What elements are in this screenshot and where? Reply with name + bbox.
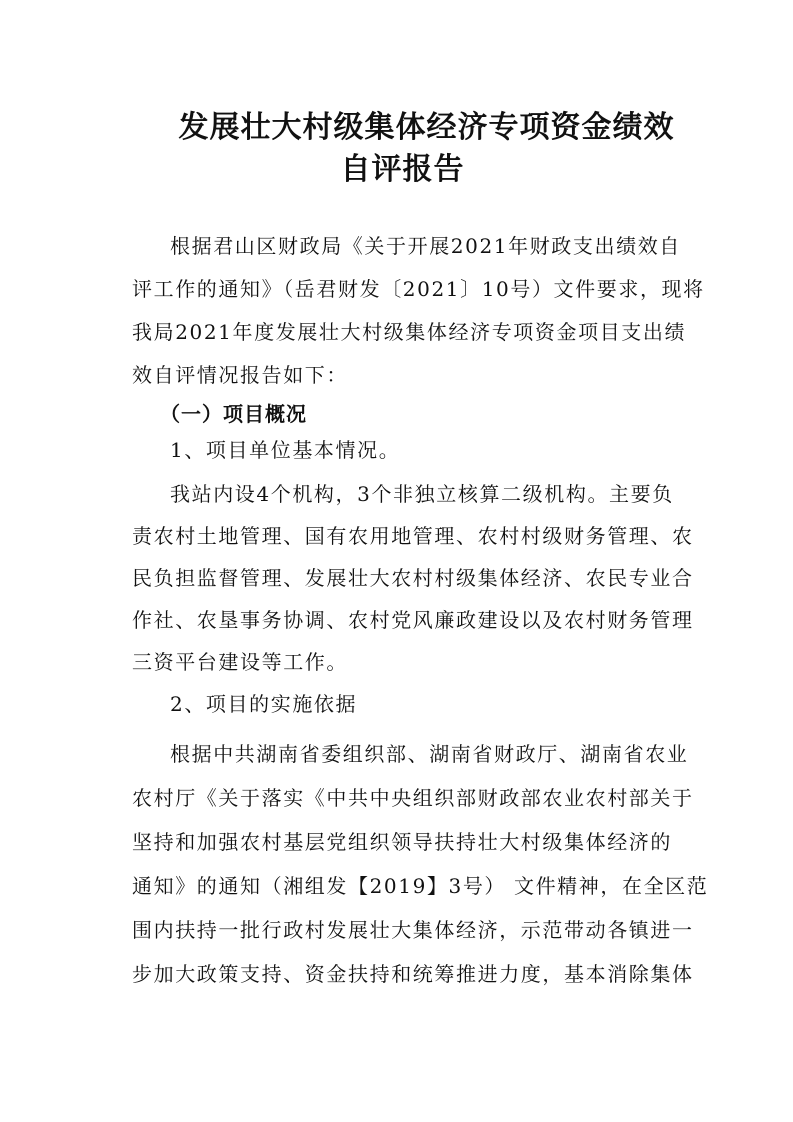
subsection-2-line-4: 通知》的通知（湘组发【2019】3号） 文件精神，在全区范 (132, 874, 709, 898)
subsection-2-line-1: 根据中共湖南省委组织部、湖南省财政厅、湖南省农业 (170, 742, 689, 766)
document-title-line-2: 自评报告 (340, 152, 465, 187)
subsection-1-line-3: 民负担监督管理、发展壮大农村村级集体经济、农民专业合 (132, 566, 694, 590)
subsection-2-heading: 2、项目的实施依据 (170, 692, 358, 716)
subsection-1-line-4: 作社、农垦事务协调、农村党风廉政建设以及农村财务管理 (132, 608, 694, 632)
subsection-2-line-5: 围内扶持一批行政村发展壮大集体经济，示范带动各镇进一 (132, 918, 694, 942)
subsection-1-line-2: 责农村土地管理、国有农用地管理、农村村级财务管理、农 (132, 524, 694, 548)
subsection-2-line-6: 步加大政策支持、资金扶持和统筹推进力度，基本消除集体 (132, 962, 694, 986)
subsection-1-heading: 1、项目单位基本情况。 (170, 438, 401, 462)
intro-line-4: 效自评情况报告如下： (132, 363, 348, 387)
subsection-1-line-5: 三资平台建设等工作。 (132, 650, 348, 674)
section-1-heading: （一）项目概况 (160, 402, 307, 426)
subsection-2-line-3: 坚持和加强农村基层党组织领导扶持壮大村级集体经济的 (132, 830, 672, 854)
intro-line-2: 评工作的通知》（岳君财发〔2021〕10号）文件要求，现将 (132, 277, 705, 301)
intro-line-1: 根据君山区财政局《关于开展2021年财政支出绩效自 (170, 234, 681, 258)
intro-line-3: 我局2021年度发展壮大村级集体经济专项资金项目支出绩 (132, 320, 687, 344)
document-title-line-1: 发展壮大村级集体经济专项资金绩效 (178, 110, 675, 145)
subsection-2-line-2: 农村厅《关于落实《中共中央组织部财政部农业农村部关于 (132, 786, 694, 810)
subsection-1-line-1: 我站内设4个机构，3个非独立核算二级机构。主要负 (170, 482, 674, 506)
